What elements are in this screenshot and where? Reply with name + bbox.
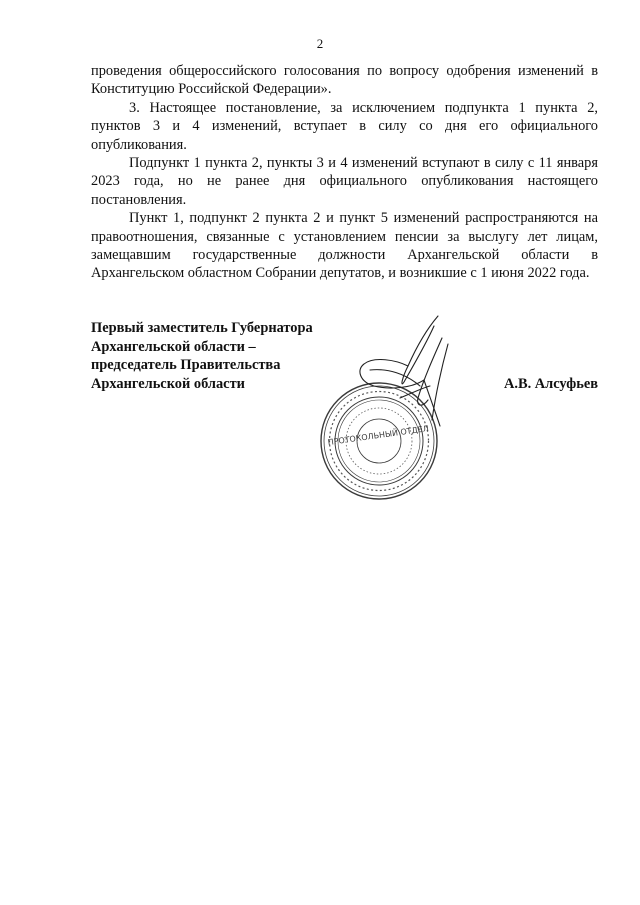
- signatory-position-line: Первый заместитель Губернатора: [91, 320, 313, 336]
- seal-center-text: ПРОТОКОЛЬНЫЙ ОТДЕЛ: [327, 424, 430, 448]
- handwritten-signature: [330, 308, 480, 448]
- paragraph-continuation: проведения общероссийского голосования по вопросу одобрения изменений в Конституцию Российской Федерации».: [91, 63, 598, 98]
- signatory-position-line: председатель Правительства: [91, 357, 281, 374]
- signatory-position-line: Архангельской области –: [91, 338, 256, 355]
- paragraph-effective-date: Подпункт 1 пункта 2, пункты 3 и 4 изменений вступают в силу с 11 января 2023 года, но не ранее дня официального опубликования настоящего постановления.: [91, 155, 598, 208]
- signatory-name: А.В. Алсуфьев: [503, 376, 598, 392]
- document-body: [91, 62, 598, 283]
- paragraph-3: 3. Настоящее постановление, за исключением подпункта 1 пункта 2, пунктов 3 и 4 изменений, вступает в силу со дня его официального опубликования.: [91, 99, 598, 153]
- paragraph-legal-relations: Пункт 1, подпункт 2 пункта 2 и пункт 5 изменений распространяются на правоотношения, связанные с установлением пенсии за выслугу лет лицам, замещавшим государственные должности Архангельской области в Архангельском областном Собрании депутатов, и возникшие с 1 июня 2022 года.: [91, 210, 598, 282]
- signatory-position-line: Архангельской области: [91, 375, 245, 392]
- page-number: 2: [316, 36, 324, 51]
